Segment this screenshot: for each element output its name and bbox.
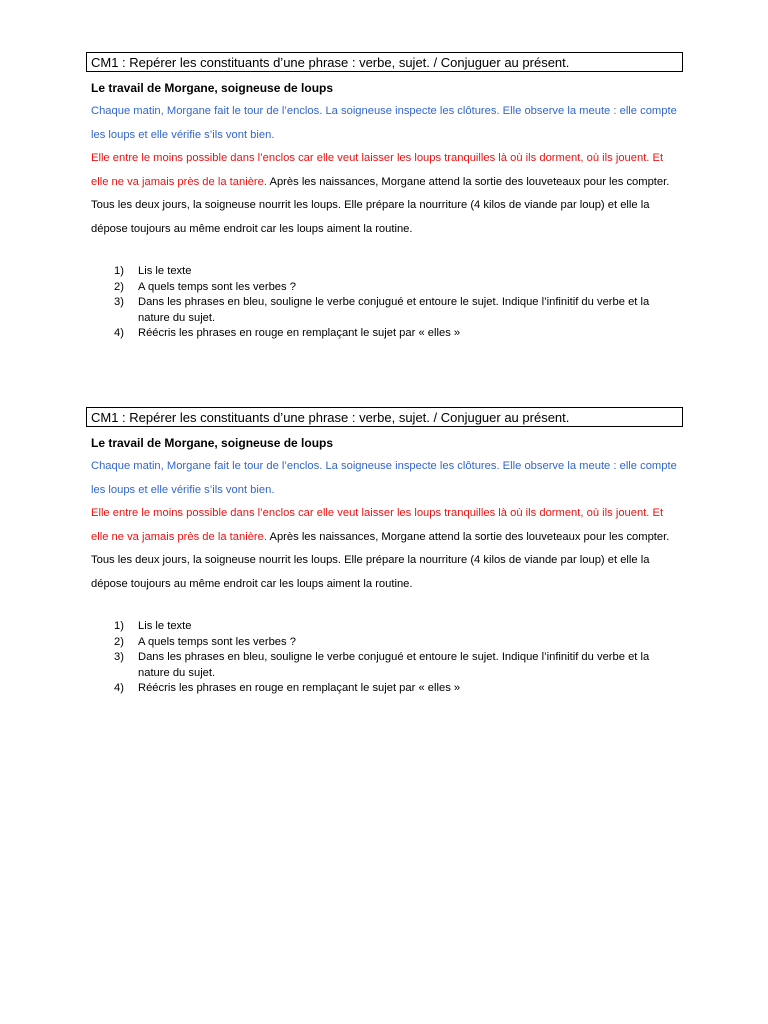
question-text: Réécris les phrases en rouge en remplaçant le sujet par « elles »: [138, 327, 461, 339]
question-text: Lis le texte: [138, 265, 192, 277]
paragraph-2: [91, 147, 683, 194]
paragraph-red-part: Elle entre le moins possible dans l’enclos car elle veut laisser les loups tranquilles là où ils dorment, où ils jouent. Et elle ne va jamais près de la tanière.: [91, 507, 664, 543]
question-text: A quels temps sont les verbes ?: [138, 280, 296, 293]
paragraph-black-part: Après les naissances, Morgane attend la sortie des louveteaux pour les compter.: [267, 530, 670, 543]
worksheet-1: [86, 52, 683, 342]
question-text: Dans les phrases en bleu, souligne le verbe conjugué et entoure le sujet. Indique l’infinitif du verbe et la nature du sujet.: [138, 651, 650, 679]
worksheet-header: CM1 : Repérer les constituants d’une phrase : verbe, sujet. / Conjuguer au présent.: [86, 407, 683, 427]
worksheet-header: CM1 : Repérer les constituants d’une phrase : verbe, sujet. / Conjuguer au présent.: [86, 52, 683, 72]
paragraph-black-part: Après les naissances, Morgane attend la sortie des louveteaux pour les compter.: [267, 175, 670, 188]
paragraph-3: Tous les deux jours, la soigneuse nourrit les loups. Elle prépare la nourriture (4 kilos de viande par loup) et elle la dépose toujours au même endroit car les loups aiment la routine.: [91, 554, 650, 590]
paragraph-2: [91, 502, 683, 549]
question-number: 1): [114, 620, 124, 632]
question-item: [114, 619, 683, 635]
paragraph-red-part: Elle entre le moins possible dans l’enclos car elle veut laisser les loups tranquilles là où ils dorment, où ils jouent. Et elle ne va jamais près de la tanière.: [91, 152, 664, 188]
paragraph-blue: Chaque matin, Morgane fait le tour de l’enclos. La soigneuse inspecte les clôtures. Elle observe la meute : elle compte les loups et elle vérifie s’ils vont bien.: [91, 105, 677, 141]
question-item: [114, 681, 683, 697]
paragraph-3: Tous les deux jours, la soigneuse nourrit les loups. Elle prépare la nourriture (4 kilos de viande par loup) et elle la dépose toujours au même endroit car les loups aiment la routine.: [91, 199, 650, 235]
question-number: 3): [114, 651, 124, 663]
question-text: A quels temps sont les verbes ?: [138, 635, 296, 648]
question-number: 4): [114, 327, 124, 339]
worksheet-2: [86, 407, 683, 697]
question-item: [114, 264, 683, 280]
question-item: [114, 326, 683, 342]
text-title: Le travail de Morgane, soigneuse de loups: [91, 81, 334, 95]
question-number: 3): [114, 296, 124, 308]
question-text: Réécris les phrases en rouge en remplaçant le sujet par « elles »: [138, 682, 461, 694]
question-item: [114, 280, 683, 296]
question-text: Dans les phrases en bleu, souligne le verbe conjugué et entoure le sujet. Indique l’infinitif du verbe et la nature du sujet.: [138, 296, 650, 324]
text-title: Le travail de Morgane, soigneuse de loups: [91, 436, 334, 450]
question-number: 4): [114, 682, 124, 694]
question-list: [114, 619, 683, 697]
question-number: 2): [114, 280, 124, 293]
paragraph-blue: Chaque matin, Morgane fait le tour de l’enclos. La soigneuse inspecte les clôtures. Elle observe la meute : elle compte les loups et elle vérifie s’ils vont bien.: [91, 460, 677, 496]
question-list: [114, 264, 683, 342]
question-item: [114, 650, 683, 681]
question-number: 1): [114, 265, 124, 277]
question-item: [114, 295, 683, 326]
question-item: [114, 635, 683, 651]
question-number: 2): [114, 635, 124, 648]
question-text: Lis le texte: [138, 620, 192, 632]
